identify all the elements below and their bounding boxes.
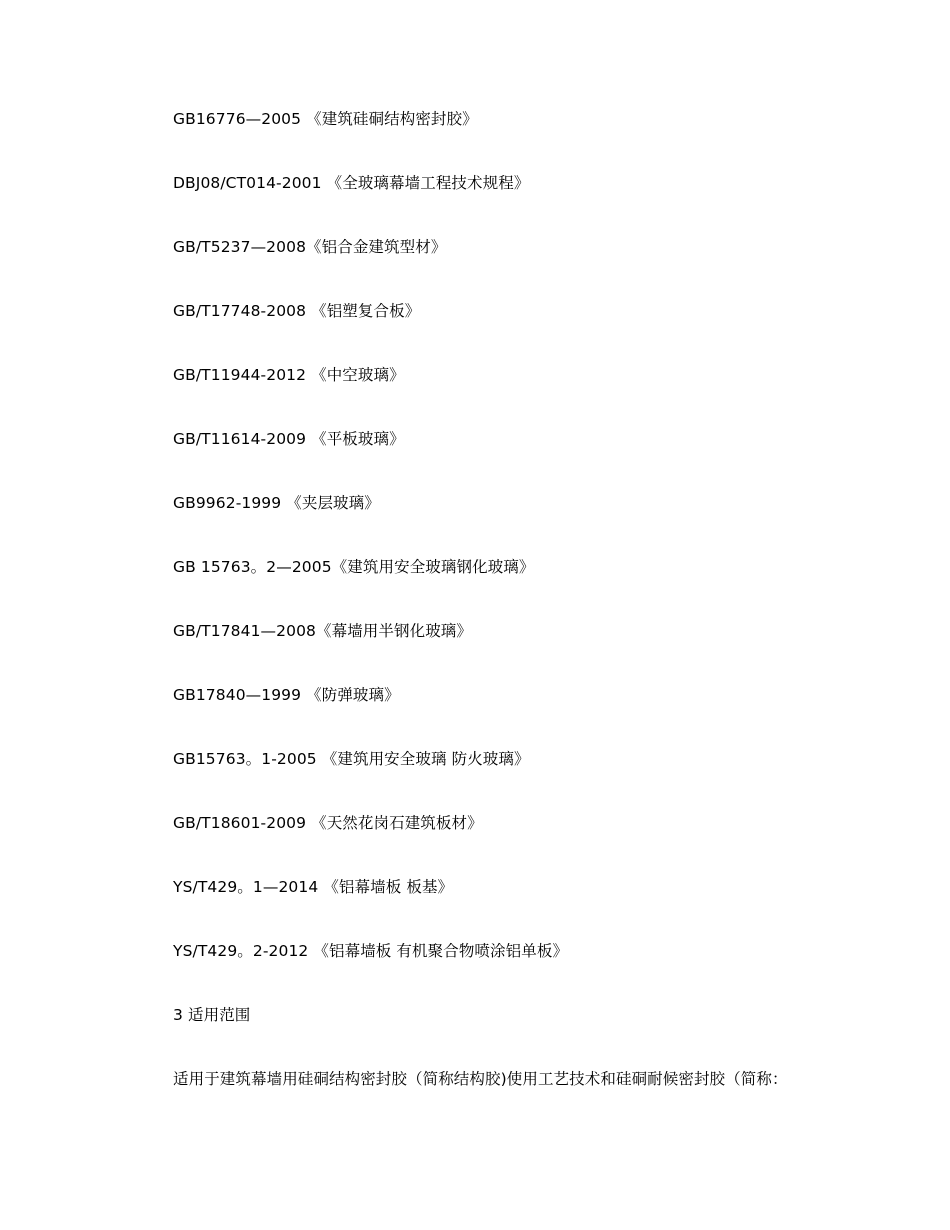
standard-item: YS/T429。1—2014 《铝幕墙板 板基》 bbox=[173, 878, 454, 896]
standard-item: GB/T17841—2008《幕墙用半钢化玻璃》 bbox=[173, 622, 472, 640]
standard-item: GB/T11944-2012 《中空玻璃》 bbox=[173, 366, 405, 384]
standard-item: GB/T5237—2008《铝合金建筑型材》 bbox=[173, 238, 447, 256]
standard-item: DBJ08/CT014-2001 《全玻璃幕墙工程技术规程》 bbox=[173, 174, 530, 192]
standard-item: YS/T429。2-2012 《铝幕墙板 有机聚合物喷涂铝单板》 bbox=[173, 942, 569, 960]
standard-item: GB17840—1999 《防弹玻璃》 bbox=[173, 686, 400, 704]
standard-item: GB9962-1999 《夹层玻璃》 bbox=[173, 494, 380, 512]
standard-item: GB16776—2005 《建筑硅硐结构密封胶》 bbox=[173, 110, 478, 128]
standard-item: GB/T18601-2009 《天然花岗石建筑板材》 bbox=[173, 814, 483, 832]
standard-item: GB/T17748-2008 《铝塑复合板》 bbox=[173, 302, 421, 320]
standard-item: GB15763。1-2005 《建筑用安全玻璃 防火玻璃》 bbox=[173, 750, 530, 768]
section-heading: 3 适用范围 bbox=[173, 1006, 251, 1024]
standard-item: GB 15763。2—2005《建筑用安全玻璃钢化玻璃》 bbox=[173, 558, 535, 576]
standard-item: GB/T11614-2009 《平板玻璃》 bbox=[173, 430, 405, 448]
section-paragraph: 适用于建筑幕墙用硅硐结构密封胶（简称结构胶)使用工艺技术和硅硐耐候密封胶（简称： bbox=[173, 1070, 788, 1088]
